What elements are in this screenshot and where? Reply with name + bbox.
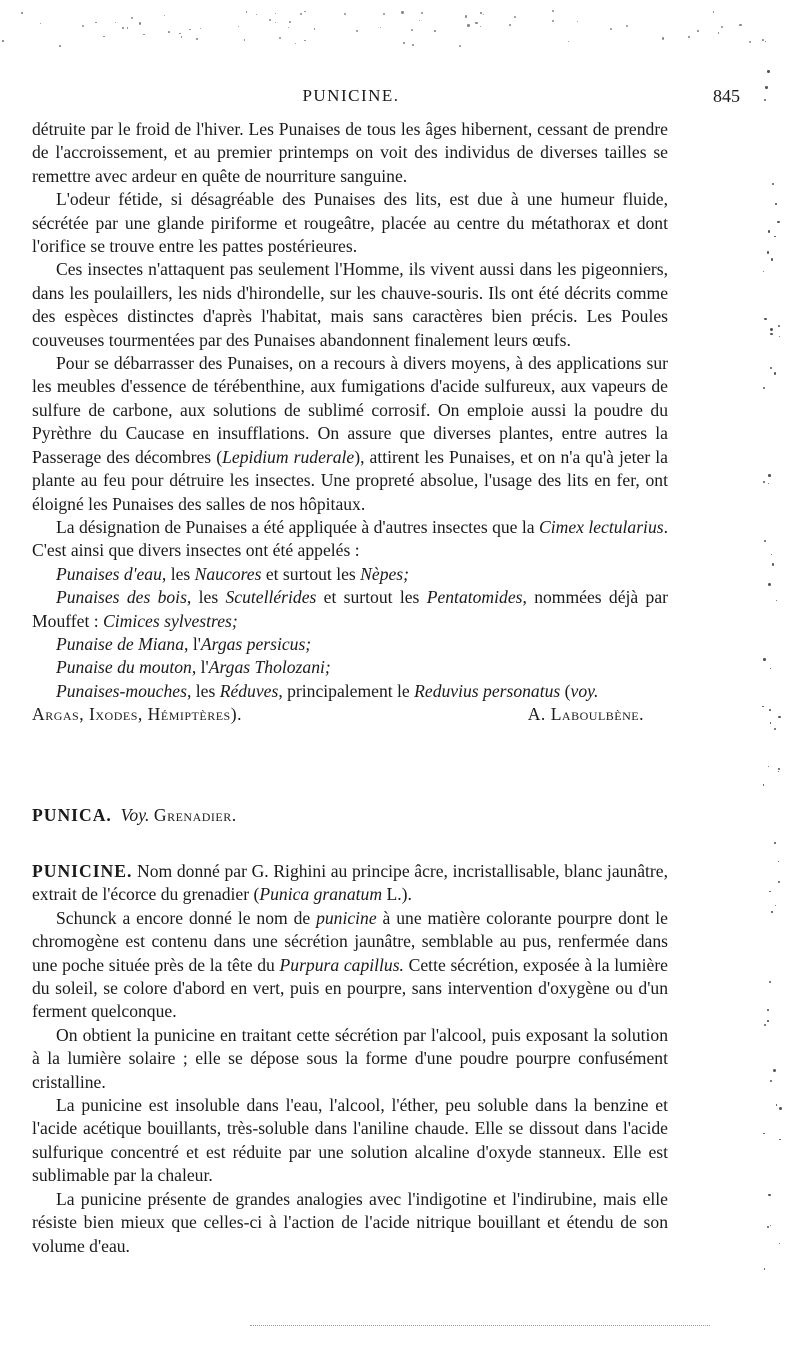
- taxon-name: Scutellérides: [225, 587, 317, 608]
- scan-speck: [421, 12, 423, 14]
- scan-speck: [295, 43, 296, 44]
- scan-speck: [777, 221, 780, 224]
- punica-entry: [32, 804, 668, 827]
- list-item: [32, 680, 668, 703]
- scan-speck: [467, 24, 469, 26]
- scan-speck: [143, 34, 145, 36]
- scan-speck: [179, 33, 181, 35]
- entry-line: [32, 804, 668, 827]
- scan-speck: [749, 41, 751, 43]
- scan-speck: [356, 30, 358, 32]
- list-item: [32, 563, 668, 586]
- scan-speck: [764, 99, 766, 101]
- scan-speck: [764, 1268, 766, 1270]
- scan-speck: [764, 318, 766, 320]
- scan-speck: [763, 658, 765, 660]
- scan-speck: [774, 728, 776, 730]
- scan-speck: [768, 474, 771, 477]
- scan-speck: [776, 600, 777, 601]
- scan-speck: [626, 25, 628, 27]
- scan-speck: [200, 28, 201, 29]
- paragraph: L'odeur fétide, si désagréable des Punaises des lits, est due à une humeur fluide, sécrétée par une glande piriforme et rougeâtre, placée au centre du métathorax et dont l'orifice se trouve entre les pattes postérieures.: [32, 189, 668, 257]
- scan-speck: [514, 16, 516, 18]
- scan-speck: [275, 13, 276, 14]
- scan-speck: [552, 20, 554, 22]
- scan-speck: [181, 36, 183, 38]
- scan-speck: [762, 706, 763, 707]
- scan-speck: [771, 258, 773, 260]
- text: La désignation de Punaises a été appliquée à d'autres insectes que la: [56, 516, 539, 537]
- scan-speck: [465, 15, 467, 17]
- scan-speck: [721, 26, 723, 28]
- scan-speck: [82, 25, 84, 27]
- scan-speck: [610, 28, 612, 30]
- author-signature: A. Laboulbène.: [527, 704, 644, 725]
- scan-noise-top: [0, 10, 800, 50]
- scan-speck: [763, 387, 765, 389]
- species-name: Lepidium ruderale: [222, 446, 355, 467]
- scan-speck: [403, 42, 405, 44]
- scan-speck: [164, 15, 165, 16]
- taxon-name: Reduvius personatus: [414, 680, 561, 701]
- common-name: Punaise du mouton: [56, 657, 192, 678]
- scan-speck: [168, 31, 170, 33]
- common-name: Punaises des bois: [56, 587, 187, 608]
- taxon-name: Cimices sylvestres;: [103, 610, 238, 631]
- scan-speck: [244, 39, 246, 41]
- text: Cette sécrétion, exposée à la lumière du soleil, se colore d'abord en vert, puis en pourpre, sans intervention d'oxygène ou d'un ferment quelconque.: [32, 954, 668, 1022]
- scan-speck: [779, 1243, 780, 1244]
- scan-speck: [763, 784, 765, 786]
- text: ), attirent les Punaises, et on n'a qu'à jeter la plante au feu pour détruire les insectes. Une propreté absolue, l'usage des lits en fer, ont éloigné les Punaises des salles de nos hôpitaux.: [32, 446, 668, 514]
- punicine-entry: [32, 860, 668, 1258]
- text: , l': [191, 657, 209, 678]
- scan-speck: [122, 27, 124, 29]
- scan-speck: [768, 483, 769, 484]
- scan-speck: [779, 336, 780, 337]
- scan-speck: [288, 27, 289, 28]
- cross-reference: Grenadier.: [153, 805, 237, 825]
- scan-speck: [768, 766, 769, 767]
- scan-speck: [383, 13, 385, 15]
- scan-speck: [40, 23, 41, 24]
- scan-speck: [21, 12, 22, 13]
- list-item: [32, 633, 668, 656]
- scan-speck: [772, 563, 775, 566]
- scan-speck: [577, 21, 578, 22]
- scan-speck: [767, 1226, 769, 1228]
- common-name: Punaise de Miana: [56, 633, 185, 654]
- scan-speck: [300, 13, 302, 15]
- scan-speck: [480, 26, 481, 27]
- scan-speck: [763, 271, 764, 272]
- cross-references: Argas, Ixodes, Hémiptères).: [32, 704, 242, 725]
- scan-speck: [770, 367, 772, 369]
- scan-speck: [768, 230, 770, 232]
- common-name: Punaises d'eau: [56, 563, 162, 584]
- voy-abbrev: voy.: [570, 680, 599, 701]
- headword: PUNICA.: [32, 805, 112, 825]
- scan-speck: [768, 583, 771, 586]
- text: , les: [186, 587, 226, 608]
- text: , les: [161, 563, 195, 584]
- scan-speck: [483, 14, 484, 15]
- scan-speck: [304, 40, 305, 41]
- scan-speck: [774, 842, 776, 844]
- scan-speck: [568, 41, 569, 42]
- scan-speck: [314, 28, 315, 29]
- paragraph: La punicine est insoluble dans l'eau, l'alcool, l'éther, peu soluble dans la benzine et l'acide acétique bouillants, très-soluble dans l'aniline chaude. Elle se dissout dans l'acide sulfurique concentré et est réduite par une solution alcaline d'oxyde stanneux. Elle est sublimable par la chaleur.: [32, 1095, 668, 1186]
- scan-speck: [765, 41, 766, 42]
- scan-specks: [762, 40, 782, 1291]
- scan-speck: [411, 29, 413, 31]
- scan-speck: [459, 45, 461, 47]
- scan-speck: [770, 1225, 771, 1226]
- paragraph: La punicine présente de grandes analogies avec l'indigotine et l'indirubine, mais elle résiste bien mieux que celles-ci à l'action de l'acide nitrique bouillant et étendu de son volume d'eau.: [32, 1188, 668, 1256]
- scan-speck: [764, 540, 766, 542]
- scan-speck: [770, 328, 773, 331]
- scan-speck: [765, 86, 768, 89]
- scan-speck: [767, 251, 769, 253]
- scan-speck: [771, 554, 772, 555]
- scan-speck: [412, 44, 414, 46]
- scan-speck: [778, 716, 781, 719]
- scan-speck: [697, 30, 699, 32]
- species-name: Punica granatum: [259, 884, 383, 905]
- scan-speck: [770, 1080, 772, 1082]
- scan-speck: [115, 22, 116, 23]
- text: Nom donné par G. Righini au principe âcre, incristallisable, blanc jaunâtre, extrait de l'écorce du grenadier (: [32, 861, 668, 905]
- scan-speck: [304, 11, 305, 12]
- scan-speck: [778, 771, 779, 772]
- scan-speck: [769, 709, 771, 711]
- scan-speck: [552, 10, 554, 12]
- scan-speck: [419, 20, 420, 21]
- page-header: [32, 86, 740, 114]
- paragraph: On obtient la punicine en traitant cette sécrétion par l'alcool, puis exposant la solution à la lumière solaire ; elle se dépose sous la forme d'une poudre pourpre confusément cristalline.: [32, 1024, 668, 1092]
- taxon-name: Nèpes;: [360, 563, 410, 584]
- scan-speck: [662, 37, 664, 39]
- scan-speck: [2, 40, 3, 41]
- scan-speck: [769, 891, 770, 892]
- running-title: PUNICINE.: [302, 86, 400, 105]
- taxon-name: Naucores: [194, 563, 262, 584]
- text: , principalement le: [278, 680, 415, 701]
- scan-speck: [776, 1104, 778, 1106]
- paragraph: Ces insectes n'attaquent pas seulement l'Homme, ils vivent aussi dans les pigeonniers, dans les poulaillers, les nids d'hirondelle, sur les chauve-souris. Ils ont été décrits comme des espèces distinctes d'après l'habitat, mais sans caractères bien précis. Les Poules couveuses tourmentées par des Punaises abandonnent finalement leurs œufs.: [32, 259, 668, 350]
- text: Pour se débarrasser des Punaises, on a recours à divers moyens, à des applications sur les meubles d'essence de térébenthine, aux fumigations d'acide sulfureux, aux vapeurs de sulfure de carbone, aux solutions de sublimé corrosif. On emploie aussi la poudre du Pyrèthre du Caucase en insufflations. On assure que diverses plantes, entre autres la Passerage des décombres (: [32, 353, 668, 467]
- scan-speck: [279, 37, 281, 39]
- taxon-name: Argas Tholozani;: [208, 657, 331, 678]
- scan-speck: [779, 1107, 782, 1110]
- scan-speck: [289, 21, 291, 23]
- text: à une matière colorante pourpre dont le chromogène est contenu dans une sécrétion jaunâtre, semblable au pus, renfermée dans une poche située près de la tête du: [32, 907, 668, 975]
- scan-speck: [246, 11, 248, 13]
- scan-speck: [189, 29, 190, 30]
- scan-speck: [509, 24, 511, 26]
- scan-speck: [767, 70, 770, 73]
- scan-speck: [401, 11, 403, 13]
- scan-speck: [238, 26, 239, 27]
- scan-speck: [763, 481, 765, 483]
- scan-speck: [775, 905, 776, 906]
- scan-speck: [771, 911, 773, 913]
- list-item: [32, 586, 668, 633]
- voy-abbrev: Voy.: [120, 805, 150, 825]
- paragraph: détruite par le froid de l'hiver. Les Punaises de tous les âges hibernent, cessant de prendre de l'accroissement, et au premier printemps on voit des individus de diverses tailles se remettre avec ardeur en quête de nourriture sanguine.: [32, 119, 668, 186]
- cimex-entry: [32, 118, 668, 727]
- list-item: [32, 656, 668, 679]
- scan-speck: [770, 722, 771, 723]
- species-name: Cimex lectularius: [538, 516, 664, 537]
- scan-speck: [775, 203, 776, 204]
- scan-speck: [434, 30, 436, 32]
- common-name: Punaises-mouches: [56, 680, 187, 701]
- taxon-name: Argas persicus;: [200, 633, 312, 654]
- text: (: [560, 680, 571, 701]
- paragraph: [32, 352, 668, 516]
- scan-speck: [718, 32, 719, 33]
- scan-speck: [767, 1020, 768, 1021]
- scan-speck: [480, 12, 481, 13]
- page-number: 845: [713, 86, 740, 106]
- text: Schunck a encore donné le nom de: [56, 907, 317, 928]
- scan-noise-bottom: [250, 1325, 710, 1326]
- term: punicine: [316, 907, 377, 928]
- scan-speck: [739, 24, 741, 26]
- scan-speck: [269, 19, 271, 21]
- text: , l': [184, 633, 201, 654]
- scan-speck: [131, 17, 133, 19]
- text: L.).: [382, 884, 412, 905]
- signature-line: [32, 703, 668, 726]
- scan-speck: [127, 27, 128, 28]
- paragraph: [32, 860, 668, 907]
- scan-speck: [275, 22, 276, 23]
- scan-speck: [768, 1194, 770, 1196]
- scan-speck: [767, 1009, 769, 1011]
- scan-speck: [769, 981, 771, 983]
- text: . C'est ainsi que divers insectes ont été appelés :: [32, 516, 668, 561]
- scan-speck: [196, 38, 198, 40]
- paragraph: [32, 907, 668, 1024]
- text: et surtout les: [261, 563, 361, 584]
- scan-speck: [770, 668, 771, 669]
- taxon-name: Pentatomides: [426, 587, 523, 608]
- paragraph: [32, 516, 668, 563]
- text: , les: [186, 680, 220, 701]
- scan-speck: [139, 22, 141, 24]
- scan-speck: [95, 22, 96, 23]
- scan-speck: [344, 13, 346, 15]
- taxon-name: Réduves: [219, 680, 279, 701]
- scan-speck: [59, 45, 61, 47]
- text: et surtout les: [316, 587, 427, 608]
- scan-speck: [778, 861, 779, 862]
- scan-speck: [774, 372, 776, 374]
- scan-speck: [256, 14, 257, 15]
- scan-speck: [380, 27, 381, 28]
- headword: PUNICINE.: [32, 861, 133, 881]
- species-name: Purpura capillus.: [279, 954, 404, 975]
- scan-speck: [774, 236, 775, 237]
- scan-speck: [475, 22, 477, 24]
- scan-speck: [773, 1069, 776, 1072]
- scan-speck: [772, 183, 774, 185]
- text: , nommées déjà par Mouffet :: [32, 587, 668, 631]
- scan-speck: [713, 11, 715, 13]
- scan-speck: [764, 1024, 766, 1026]
- scan-speck: [778, 325, 780, 327]
- scan-speck: [778, 881, 780, 883]
- scan-speck: [770, 333, 773, 336]
- scan-speck: [688, 36, 690, 38]
- scan-speck: [763, 1133, 765, 1135]
- scan-speck: [779, 1139, 781, 1141]
- scan-speck: [103, 36, 105, 38]
